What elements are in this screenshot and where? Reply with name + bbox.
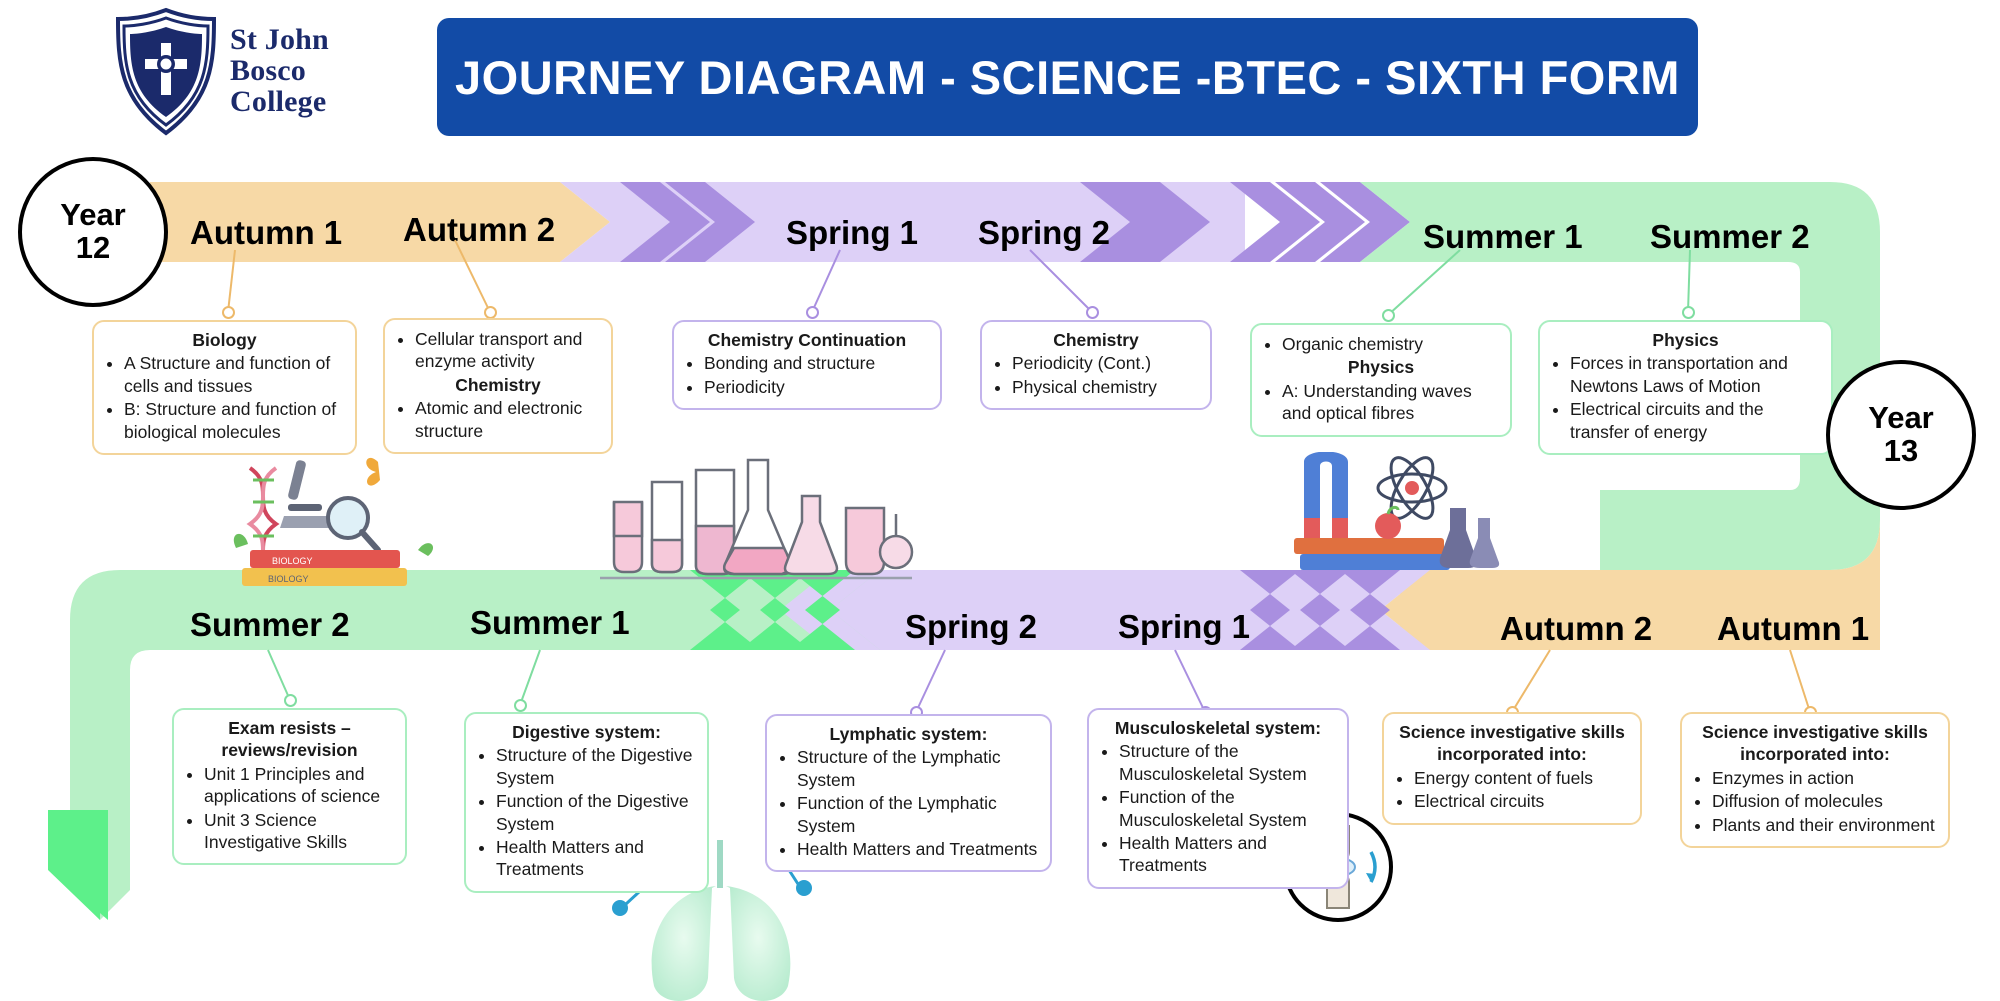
topic-box-bottom-5-list	[1394, 767, 1630, 813]
year-12-label-line1: Year	[60, 197, 126, 233]
segment-label-top-6: Summer 2	[1650, 218, 1810, 255]
topic-box-top-2-subheading: Chemistry	[455, 374, 541, 395]
segment-label-bottom-6: Autumn 1	[1717, 610, 1870, 647]
segment-label-top-2: Autumn 2	[403, 211, 556, 248]
list-item: • Function of the Lymphatic System	[797, 792, 1040, 837]
list-item: • Structure of the Lymphatic System	[797, 746, 1040, 791]
list-item: • Enzymes in action	[1712, 767, 1938, 789]
topic-box-top-1-heading: Biology	[192, 330, 257, 350]
topic-box-top-5-list-2	[1262, 380, 1500, 425]
topic-box-top-5-subheading: Physics	[1347, 357, 1415, 378]
topic-box-top-6	[1538, 320, 1833, 455]
topic-box-top-2-list-2	[395, 397, 601, 442]
year-13-label-line1: Year	[1868, 400, 1934, 436]
topic-box-top-6-heading: Physics	[1652, 330, 1719, 350]
list-item: • A: Understanding waves and optical fibres	[1282, 380, 1500, 425]
list-item: • Health Matters and Treatments	[1119, 832, 1337, 877]
topic-box-top-2	[383, 318, 613, 454]
list-item: • Atomic and electronic structure	[415, 397, 601, 442]
connector-dot-bottom-1	[284, 694, 297, 707]
segment-label-top-5: Summer 1	[1423, 218, 1583, 255]
list-item: • Cellular transport and enzyme activity	[415, 328, 601, 373]
year-12-marker	[18, 157, 168, 307]
connector-dot-top-5	[1382, 309, 1395, 322]
topic-box-bottom-6	[1680, 712, 1950, 848]
segment-label-bottom-2: Summer 1	[470, 604, 630, 641]
biology-book-label: BIOLOGY	[272, 556, 313, 566]
topic-box-top-4	[980, 320, 1212, 410]
segment-label-bottom-4: Spring 1	[1118, 608, 1251, 645]
list-item: • Bonding and structure	[704, 352, 930, 374]
topic-box-bottom-1-list	[184, 763, 395, 854]
list-item: • Unit 1 Principles and applications of science	[204, 763, 395, 808]
list-item: • Plants and their environment	[1712, 814, 1938, 836]
topic-box-bottom-3-heading: Lymphatic system:	[829, 724, 988, 744]
connector-dot-top-6	[1682, 306, 1695, 319]
topic-box-top-3-list	[684, 352, 930, 398]
topic-box-bottom-4	[1087, 708, 1349, 889]
topic-box-top-5	[1250, 323, 1512, 437]
year-13-label-line2: 13	[1883, 433, 1919, 468]
list-item: • Function of the Digestive System	[496, 790, 697, 835]
topic-box-bottom-3	[765, 714, 1052, 872]
topic-box-top-3	[672, 320, 942, 410]
segment-label-top-3: Spring 1	[786, 214, 919, 251]
school-name-line-3: College	[230, 84, 327, 118]
list-item: • Unit 3 Science Investigative Skills	[204, 809, 395, 854]
topic-box-top-5-list	[1262, 333, 1500, 355]
connector-dot-top-1	[222, 306, 235, 319]
segment-label-top-4: Spring 2	[978, 214, 1111, 251]
list-item: • Physical chemistry	[1012, 376, 1200, 398]
school-name-line-2: Bosco	[230, 54, 306, 88]
topic-box-bottom-2-list	[476, 744, 697, 880]
list-item: • B: Structure and function of biological molecules	[124, 398, 345, 443]
connector-dot-bottom-2	[514, 699, 527, 712]
topic-box-bottom-1-heading: Exam resists – reviews/revision	[221, 718, 358, 761]
page-title: JOURNEY DIAGRAM - SCIENCE -BTEC - SIXTH FORM	[455, 50, 1680, 104]
topic-box-top-3-heading: Chemistry Continuation	[707, 330, 907, 350]
topic-box-bottom-4-heading: Musculoskeletal system:	[1114, 718, 1322, 738]
topic-box-bottom-4-list	[1099, 740, 1337, 876]
topic-box-bottom-1	[172, 708, 407, 865]
connector-dot-top-4	[1086, 306, 1099, 319]
topic-box-bottom-5-heading: Science investigative skills incorporated into:	[1399, 722, 1625, 765]
topic-box-bottom-3-list	[777, 746, 1040, 860]
year-13-marker	[1826, 360, 1976, 510]
segment-label-bottom-3: Spring 2	[905, 608, 1038, 645]
topic-box-top-4-list	[992, 352, 1200, 398]
topic-box-top-2-list	[395, 328, 601, 373]
list-item: • A Structure and function of cells and tissues	[124, 352, 345, 397]
list-item: • Energy content of fuels	[1414, 767, 1630, 789]
topic-box-bottom-2	[464, 712, 709, 893]
list-item: • Forces in transportation and Newtons Laws of Motion	[1570, 352, 1821, 397]
segment-label-bottom-1: Summer 2	[190, 606, 350, 643]
topic-box-top-1-list	[104, 352, 345, 443]
school-name-line-1: St John	[230, 23, 329, 57]
segment-label-top-1: Autumn 1	[190, 214, 343, 251]
list-item: • Organic chemistry	[1282, 333, 1500, 355]
topic-box-top-4-heading: Chemistry	[1053, 330, 1139, 350]
list-item: • Structure of the Musculoskeletal System	[1119, 740, 1337, 785]
topic-box-bottom-6-list	[1692, 767, 1938, 836]
list-item: • Structure of the Digestive System	[496, 744, 697, 789]
topic-box-bottom-5	[1382, 712, 1642, 825]
list-item: • Periodicity (Cont.)	[1012, 352, 1200, 374]
list-item: • Electrical circuits and the transfer of energy	[1570, 398, 1821, 443]
topic-box-top-1	[92, 320, 357, 455]
topic-box-bottom-2-heading: Digestive system:	[512, 722, 661, 742]
segment-label-bottom-5: Autumn 2	[1500, 610, 1653, 647]
topic-box-bottom-6-heading: Science investigative skills incorporated into:	[1702, 722, 1928, 765]
svg-text:BIOLOGY: BIOLOGY	[268, 574, 309, 584]
list-item: • Diffusion of molecules	[1712, 790, 1938, 812]
list-item: • Periodicity	[704, 376, 930, 398]
connector-dot-top-3	[806, 306, 819, 319]
list-item: • Health Matters and Treatments	[797, 838, 1040, 860]
list-item: • Health Matters and Treatments	[496, 836, 697, 881]
list-item: • Electrical circuits	[1414, 790, 1630, 812]
topic-box-top-6-list	[1550, 352, 1821, 443]
list-item: • Function of the Musculoskeletal System	[1119, 786, 1337, 831]
year-12-label-line2: 12	[75, 230, 111, 265]
